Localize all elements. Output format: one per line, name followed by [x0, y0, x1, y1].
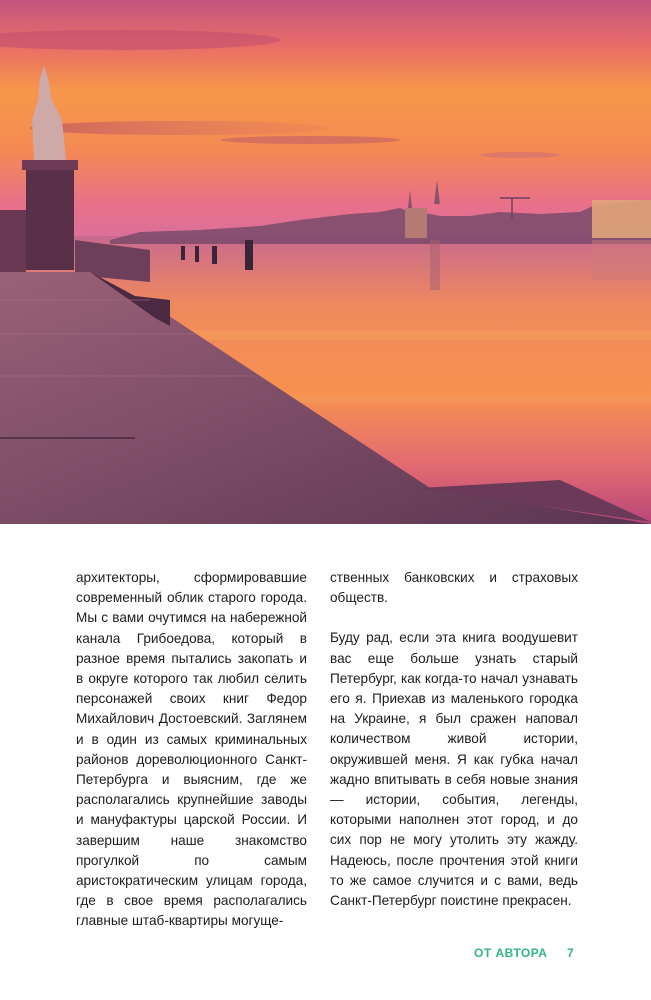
- paragraph: Буду рад, если эта книга воодушевит вас еще больше узнать старый Петербург, как когда-то начал узнавать его я. Приехав из маленького городка на Украине, я был сражен наповал количеством живой истории, окружившей меня. Я как губка начал жадно впитывать в себя новые знания — истории, события, легенды, которыми наполнен этот город, и до сих пор не могу утолить эту жажду. Надеюсь, после прочтения этой книги то же самое случится и с вами, ведь Санкт-Петербург поистине прекрасен.: [330, 630, 578, 909]
- text-column-right: [330, 568, 578, 911]
- page-number: 7: [567, 946, 574, 960]
- text-column-left: [76, 568, 307, 932]
- body-text: [76, 568, 578, 929]
- running-footer-section: ОТ АВТОРА: [474, 946, 548, 960]
- paragraph: архитекторы, сформировавшие современный облик старого города. Мы с вами очутимся на набережной канала Грибоедова, который в разное время пытались закопать и в округе которого так любил селить персонажей своих книг Федор Михайлович Достоевский. Заглянем и в один из самых криминальных районов дореволюционного Санкт-Петербурга и выясним, где же располагались крупнейшие заводы и мануфактуры царской России. И завершим наше знакомство прогулкой по самым аристократическим улицам города, где в свое время располагались главные штаб-квартиры могуще-: [76, 570, 307, 929]
- paragraph: ственных банковских и страховых обществ.: [330, 570, 578, 606]
